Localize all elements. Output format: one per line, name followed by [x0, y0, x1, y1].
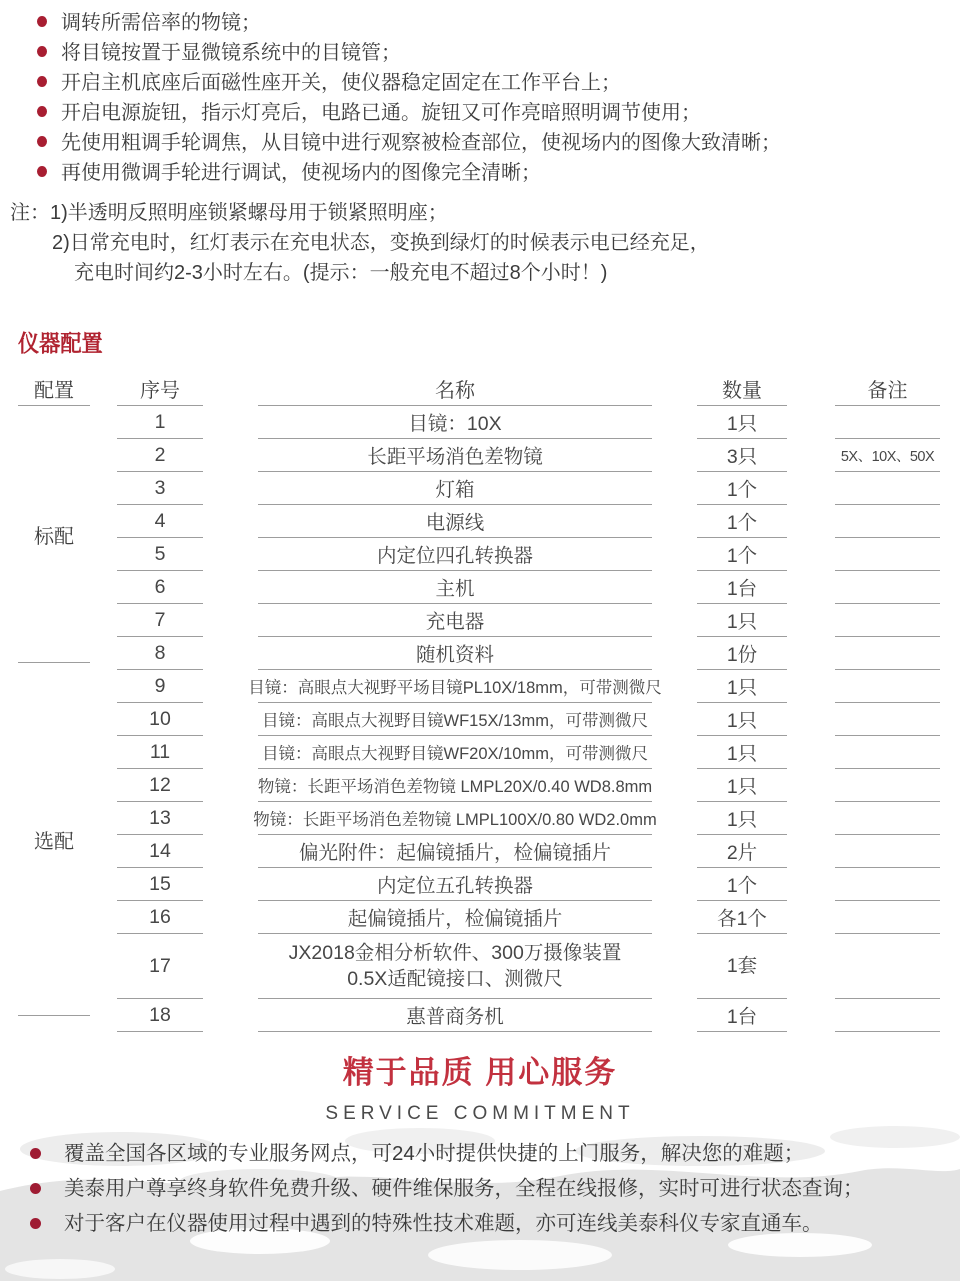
cell-qty: 1个 — [697, 505, 787, 538]
cell-name: 随机资料 — [258, 637, 652, 670]
cell-remark — [835, 703, 940, 736]
cell-index: 15 — [117, 868, 203, 901]
service-list — [30, 1139, 954, 1244]
cell-name: 目镜：高眼点大视野目镜WF20X/10mm，可带测微尺 — [258, 736, 652, 769]
bullet-icon — [37, 136, 47, 147]
table-column-index — [117, 371, 203, 1032]
cell-name-line1: JX2018金相分析软件、300万摄像装置 — [288, 942, 622, 964]
cell-name: 目镜：10X — [258, 406, 652, 439]
group-standard: 标配 — [18, 406, 90, 663]
instruction-text: 开启主机底座后面磁性座开关，使仪器稳定固定在工作平台上； — [61, 72, 621, 94]
column-header-config: 配置 — [18, 371, 90, 406]
cell-index: 16 — [117, 901, 203, 934]
slogan-chinese: 精于品质 用心服务 — [342, 1055, 618, 1090]
cell-qty: 1份 — [697, 637, 787, 670]
slogan-english: SERVICE COMMITMENT — [325, 1103, 635, 1124]
cell-qty: 3只 — [697, 439, 787, 472]
cell-remark — [835, 637, 940, 670]
cell-name: 内定位四孔转换器 — [258, 538, 652, 571]
cell-name: 内定位五孔转换器 — [258, 868, 652, 901]
cell-qty: 1只 — [697, 802, 787, 835]
cell-qty: 1只 — [697, 604, 787, 637]
note-line: 2)日常充电时，红灯表示在充电状态，变换到绿灯的时候表示电已经充足， — [52, 232, 710, 254]
service-item — [30, 1174, 954, 1203]
cell-name: 电源线 — [258, 505, 652, 538]
cell-index: 9 — [117, 670, 203, 703]
service-text: 美泰用户尊享终身软件免费升级、硬件维保服务，全程在线报修，实时可进行状态查询； — [64, 1177, 864, 1200]
instruction-item — [0, 39, 960, 69]
cell-qty: 2片 — [697, 835, 787, 868]
cell-qty: 1台 — [697, 571, 787, 604]
bullet-icon — [37, 166, 47, 177]
cell-name: 惠普商务机 — [258, 999, 652, 1032]
cell-qty: 1只 — [697, 670, 787, 703]
cell-index: 2 — [117, 439, 203, 472]
slogan-block — [0, 1047, 960, 1125]
table-column-qty — [697, 371, 787, 1032]
column-header-name: 名称 — [258, 371, 652, 406]
cell-qty: 1只 — [697, 406, 787, 439]
cell-qty: 1只 — [697, 736, 787, 769]
cell-qty: 1套 — [697, 934, 787, 999]
cell-index: 3 — [117, 472, 203, 505]
section-title-config: 仪器配置 — [18, 330, 103, 356]
cell-index: 13 — [117, 802, 203, 835]
cell-qty: 1台 — [697, 999, 787, 1032]
cell-remark — [835, 769, 940, 802]
cell-index: 18 — [117, 999, 203, 1032]
cell-qty: 1个 — [697, 868, 787, 901]
cell-qty: 1个 — [697, 538, 787, 571]
cell-remark — [835, 472, 940, 505]
note-text: 1)半透明反照明座锁紧螺母用于锁紧照明座； — [50, 202, 448, 224]
service-text: 对于客户在仪器使用过程中遇到的特殊性技术难题，亦可连线美泰科仪专家直通车。 — [64, 1212, 823, 1235]
config-table — [0, 371, 960, 1028]
cell-index: 6 — [117, 571, 203, 604]
column-header-qty: 数量 — [697, 371, 787, 406]
cell-remark — [835, 736, 940, 769]
cell-name: 物镜：长距平场消色差物镜 LMPL100X/0.80 WD2.0mm — [258, 802, 652, 835]
note-block — [0, 198, 960, 288]
instruction-text: 调转所需倍率的物镜； — [61, 12, 261, 34]
cell-index: 7 — [117, 604, 203, 637]
footer-band — [0, 1119, 960, 1281]
column-header-remark: 备注 — [835, 371, 940, 406]
service-item — [30, 1209, 954, 1238]
service-item — [30, 1139, 954, 1168]
group-optional: 选配 — [18, 663, 90, 1016]
cell-qty: 1个 — [697, 472, 787, 505]
cell-remark — [835, 670, 940, 703]
cell-name: 目镜：高眼点大视野平场目镜PL10X/18mm，可带测微尺 — [258, 670, 652, 703]
cell-name: 灯箱 — [258, 472, 652, 505]
cell-remark — [835, 999, 940, 1032]
note-line: 充电时间约2-3小时左右。(提示：一般充电不超过8个小时！) — [74, 262, 608, 284]
instruction-item — [0, 69, 960, 99]
cell-remark — [835, 505, 940, 538]
cell-name — [258, 934, 652, 999]
cell-remark — [835, 604, 940, 637]
note-label: 注： — [10, 202, 50, 224]
cell-name-line2: 0.5X适配镜接口、测微尺 — [347, 968, 563, 990]
cell-qty: 各1个 — [697, 901, 787, 934]
bullet-icon — [37, 16, 47, 27]
instruction-text: 先使用粗调手轮调焦，从目镜中进行观察被检查部位，使视场内的图像大致清晰； — [61, 132, 781, 154]
table-column-remark — [835, 371, 940, 1032]
cell-remark — [835, 901, 940, 934]
instruction-item — [0, 99, 960, 129]
cell-index: 14 — [117, 835, 203, 868]
cell-index: 10 — [117, 703, 203, 736]
cell-index: 8 — [117, 637, 203, 670]
instruction-text: 将目镜按置于显微镜系统中的目镜管； — [61, 42, 401, 64]
instruction-item — [0, 129, 960, 159]
bullet-icon — [30, 1183, 41, 1194]
table-column-config — [18, 371, 90, 1016]
cell-remark — [835, 571, 940, 604]
cell-name: 长距平场消色差物镜 — [258, 439, 652, 472]
instruction-list — [0, 0, 960, 189]
cell-name: 起偏镜插片，检偏镜插片 — [258, 901, 652, 934]
bullet-icon — [37, 106, 47, 117]
cell-remark — [835, 934, 940, 999]
bullet-icon — [30, 1218, 41, 1229]
note-line — [0, 198, 960, 228]
cell-index: 11 — [117, 736, 203, 769]
cell-index: 5 — [117, 538, 203, 571]
cell-index: 17 — [117, 934, 203, 999]
instruction-text: 再使用微调手轮进行调试，使视场内的图像完全清晰； — [61, 162, 541, 184]
cell-remark — [835, 802, 940, 835]
cell-remark — [835, 835, 940, 868]
cell-remark — [835, 538, 940, 571]
cell-index: 4 — [117, 505, 203, 538]
cell-name: 目镜：高眼点大视野目镜WF15X/13mm，可带测微尺 — [258, 703, 652, 736]
instruction-item — [0, 9, 960, 39]
cell-qty: 1只 — [697, 703, 787, 736]
cell-qty: 1只 — [697, 769, 787, 802]
bullet-icon — [37, 76, 47, 87]
cell-name: 偏光附件：起偏镜插片，检偏镜插片 — [258, 835, 652, 868]
cell-name: 充电器 — [258, 604, 652, 637]
cell-name: 主机 — [258, 571, 652, 604]
instruction-text: 开启电源旋钮，指示灯亮后，电路已通。旋钮又可作亮暗照明调节使用； — [61, 102, 701, 124]
cell-index: 1 — [117, 406, 203, 439]
table-column-name — [248, 371, 662, 1032]
bullet-icon — [30, 1148, 41, 1159]
instruction-item — [0, 159, 960, 189]
cell-remark: 5X、10X、50X — [835, 439, 940, 472]
service-text: 覆盖全国各区域的专业服务网点，可24小时提供快捷的上门服务，解决您的难题； — [64, 1142, 805, 1165]
cell-remark — [835, 868, 940, 901]
cell-index: 12 — [117, 769, 203, 802]
column-header-index: 序号 — [117, 371, 203, 406]
bullet-icon — [37, 46, 47, 57]
cell-remark — [835, 406, 940, 439]
cell-name: 物镜：长距平场消色差物镜 LMPL20X/0.40 WD8.8mm — [258, 769, 652, 802]
